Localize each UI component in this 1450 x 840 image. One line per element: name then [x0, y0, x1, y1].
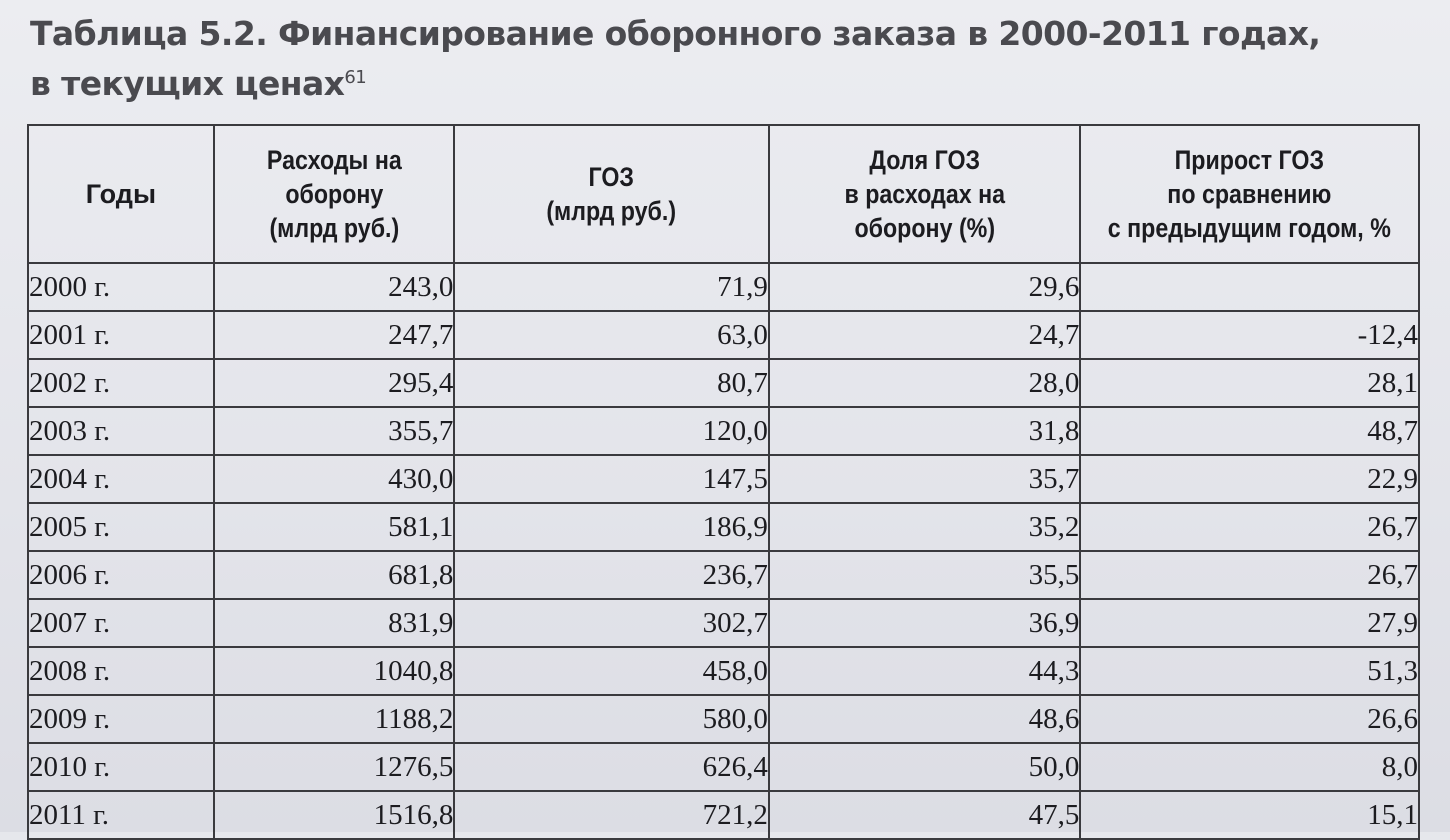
- header-goz: ГОЗ (млрд руб.): [476, 125, 746, 263]
- cell-goz-share: 48,6: [769, 695, 1081, 743]
- cell-goz-growth: 26,6: [1080, 695, 1419, 743]
- cell-goz-growth: 48,7: [1080, 407, 1419, 455]
- cell-goz-growth: 26,7: [1080, 551, 1419, 599]
- table-row: [28, 263, 1419, 311]
- table-row: [28, 407, 1419, 455]
- cell-goz: 458,0: [454, 647, 768, 695]
- cell-goz: 302,7: [454, 599, 768, 647]
- cell-year: 2006 г.: [28, 551, 214, 599]
- cell-defense-spending: 243,0: [214, 263, 455, 311]
- table-row: [28, 647, 1419, 695]
- cell-year: 2010 г.: [28, 743, 214, 791]
- cell-year: 2001 г.: [28, 311, 214, 359]
- defense-order-table: [27, 124, 1420, 840]
- cell-goz: 71,9: [454, 263, 768, 311]
- cell-goz-share: 44,3: [769, 647, 1081, 695]
- cell-defense-spending: 430,0: [214, 455, 455, 503]
- cell-defense-spending: 1276,5: [214, 743, 455, 791]
- cell-defense-spending: 581,1: [214, 503, 455, 551]
- cell-goz-growth: 28,1: [1080, 359, 1419, 407]
- cell-defense-spending: 1188,2: [214, 695, 455, 743]
- header-years: Годы: [28, 125, 214, 263]
- cell-year: 2000 г.: [28, 263, 214, 311]
- footnote-marker: 61: [344, 67, 367, 88]
- cell-goz-share: 29,6: [769, 263, 1081, 311]
- cell-year: 2003 г.: [28, 407, 214, 455]
- cell-defense-spending: 295,4: [214, 359, 455, 407]
- cell-goz-growth: 8,0: [1080, 743, 1419, 791]
- cell-year: 2007 г.: [28, 599, 214, 647]
- cell-goz-share: 36,9: [769, 599, 1081, 647]
- cell-goz-growth: 27,9: [1080, 599, 1419, 647]
- cell-goz-growth: 22,9: [1080, 455, 1419, 503]
- cell-year: 2002 г.: [28, 359, 214, 407]
- table-row: [28, 311, 1419, 359]
- cell-goz-share: 35,2: [769, 503, 1081, 551]
- cell-goz-share: 50,0: [769, 743, 1081, 791]
- cell-goz: 580,0: [454, 695, 768, 743]
- table-row: [28, 599, 1419, 647]
- cell-goz-share: 24,7: [769, 311, 1081, 359]
- cell-goz: 721,2: [454, 791, 768, 839]
- cell-defense-spending: 1040,8: [214, 647, 455, 695]
- cell-goz-growth: 26,7: [1080, 503, 1419, 551]
- cell-goz: 63,0: [454, 311, 768, 359]
- table-row: [28, 551, 1419, 599]
- cell-year: 2004 г.: [28, 455, 214, 503]
- header-goz-share: Доля ГОЗ в расходах на оборону (%): [791, 125, 1059, 263]
- cell-goz: 186,9: [454, 503, 768, 551]
- cell-year: 2008 г.: [28, 647, 214, 695]
- table-caption: [30, 12, 1320, 106]
- cell-goz-growth: 51,3: [1080, 647, 1419, 695]
- table-row: [28, 695, 1419, 743]
- table-row: [28, 503, 1419, 551]
- caption-line-2: в текущих ценах: [30, 64, 345, 103]
- cell-year: 2005 г.: [28, 503, 214, 551]
- cell-goz-share: 31,8: [769, 407, 1081, 455]
- cell-goz: 80,7: [454, 359, 768, 407]
- table-row: [28, 743, 1419, 791]
- header-goz-growth: Прирост ГОЗ по сравнению с предыдущим годом, %: [1104, 125, 1395, 263]
- cell-defense-spending: 247,7: [214, 311, 455, 359]
- header-defense-spending: Расходы на оборону (млрд руб.): [231, 125, 438, 263]
- caption-line-1: Таблица 5.2. Финансирование оборонного заказа в 2000-2011 годах,: [30, 14, 1321, 53]
- cell-goz: 120,0: [454, 407, 768, 455]
- cell-goz: 147,5: [454, 455, 768, 503]
- header-row: [28, 125, 1419, 263]
- cell-goz-share: 35,7: [769, 455, 1081, 503]
- cell-goz-growth: 15,1: [1080, 791, 1419, 839]
- cell-year: 2011 г.: [28, 791, 214, 839]
- cell-goz: 236,7: [454, 551, 768, 599]
- table-row: [28, 359, 1419, 407]
- cell-defense-spending: 355,7: [214, 407, 455, 455]
- cell-goz-growth: -12,4: [1080, 311, 1419, 359]
- cell-goz-share: 35,5: [769, 551, 1081, 599]
- cell-goz-growth: [1080, 263, 1419, 311]
- cell-defense-spending: 681,8: [214, 551, 455, 599]
- cell-goz-share: 47,5: [769, 791, 1081, 839]
- table-body: [28, 263, 1419, 839]
- cell-defense-spending: 831,9: [214, 599, 455, 647]
- cell-goz: 626,4: [454, 743, 768, 791]
- table-row: [28, 455, 1419, 503]
- cell-year: 2009 г.: [28, 695, 214, 743]
- cell-goz-share: 28,0: [769, 359, 1081, 407]
- cell-defense-spending: 1516,8: [214, 791, 455, 839]
